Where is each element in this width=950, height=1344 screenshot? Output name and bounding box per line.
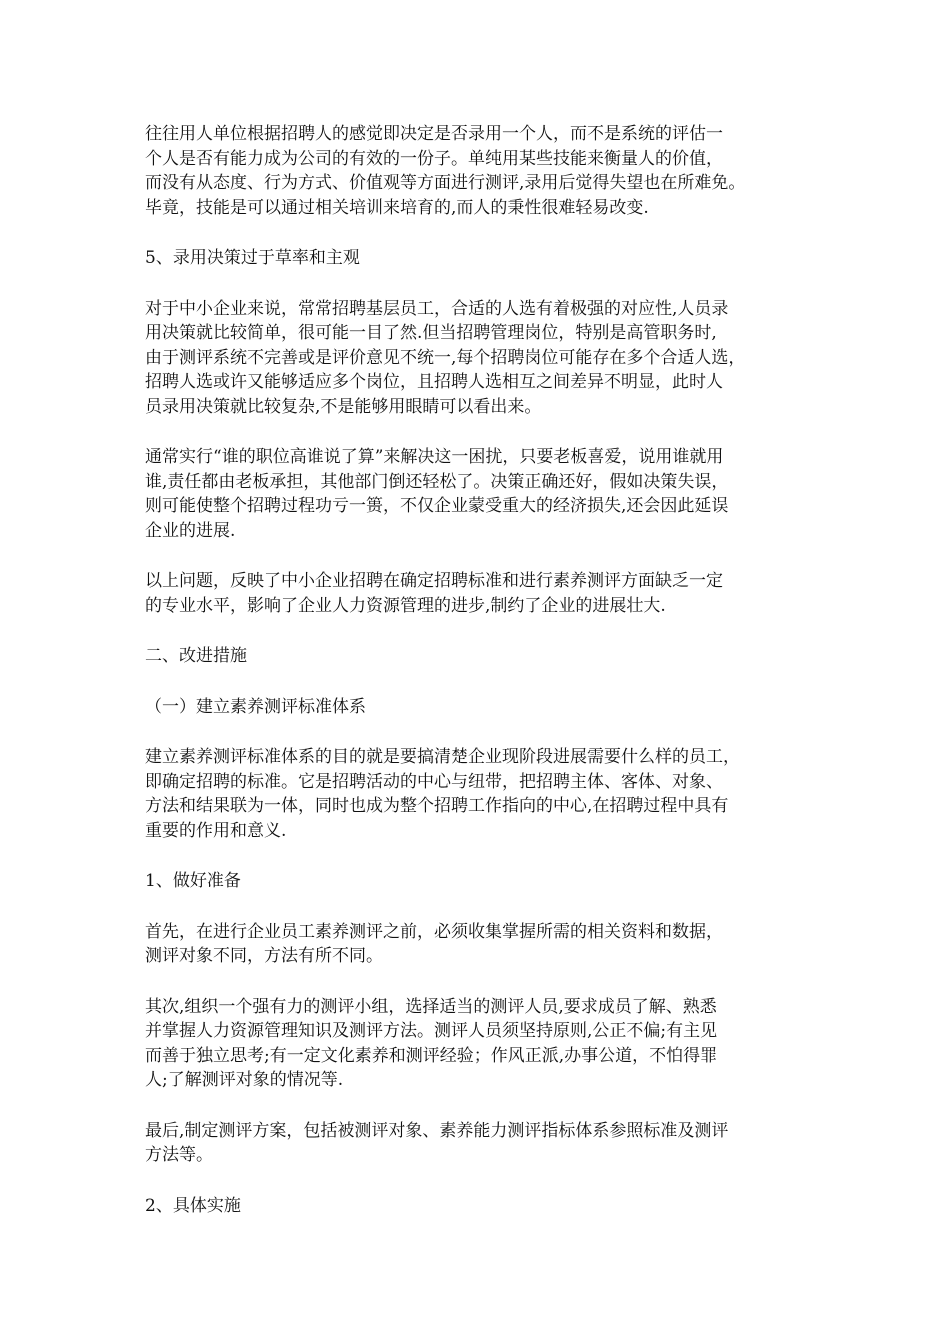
paragraph-line: 方法和结果联为一体，同时也成为整个招聘工作指向的中心,在招聘过程中具有 bbox=[145, 796, 729, 816]
paragraph-line: 首先，在进行企业员工素养测评之前，必须收集掌握所需的相关资料和数据， bbox=[145, 921, 723, 942]
section-heading: 二、改进措施 bbox=[145, 646, 247, 666]
paragraph bbox=[145, 745, 815, 843]
paragraph bbox=[145, 297, 815, 420]
paragraph-line: 其次,组织一个强有力的测评小组，选择适当的测评人员,要求成员了解、熟悉 bbox=[145, 996, 717, 1017]
section-heading: 2、具体实施 bbox=[145, 1195, 241, 1216]
section-heading: （一）建立素养测评标准体系 bbox=[145, 696, 366, 717]
document-body bbox=[145, 122, 815, 1244]
paragraph-line: 而没有从态度、行为方式、价值观等方面进行测评,录用后觉得失望也在所难免。 bbox=[145, 173, 746, 193]
paragraph bbox=[145, 920, 815, 969]
paragraph bbox=[145, 569, 815, 618]
paragraph-line: 对于中小企业来说，常常招聘基层员工，合适的人选有着极强的对应性,人员录 bbox=[145, 298, 729, 319]
paragraph-line: 往往用人单位根据招聘人的感觉即决定是否录用一个人，而不是系统的评估一 bbox=[145, 124, 723, 144]
section-heading: 5、录用决策过于草率和主观 bbox=[145, 248, 360, 268]
paragraph bbox=[145, 445, 815, 543]
paragraph-line: 招聘人选或许又能够适应多个岗位，且招聘人选相互之间差异不明显，此时人 bbox=[145, 372, 723, 392]
paragraph bbox=[145, 122, 815, 220]
paragraph-line: 毕竟，技能是可以通过相关培训来培育的,而人的秉性很难轻易改变. bbox=[145, 197, 649, 218]
paragraph-line: 由于测评系统不完善或是评价意见不统一,每个招聘岗位可能存在多个合适人选， bbox=[145, 347, 746, 368]
paragraph-line: 建立素养测评标准体系的目的就是要搞清楚企业现阶段进展需要什么样的员工， bbox=[145, 747, 740, 767]
paragraph-line: 而善于独立思考;有一定文化素养和测评经验；作风正派,办事公道，不怕得罪 bbox=[145, 1045, 718, 1066]
paragraph-line: 用决策就比较简单，很可能一目了然.但当招聘管理岗位，特别是高管职务时, bbox=[145, 323, 717, 343]
paragraph-line: 谁,责任都由老板承担，其他部门倒还轻松了。决策正确还好，假如决策失误， bbox=[145, 471, 729, 492]
paragraph-line: 并掌握人力资源管理知识及测评方法。测评人员须坚持原则,公正不偏;有主见 bbox=[145, 1021, 718, 1041]
paragraph-line: 重要的作用和意义. bbox=[145, 820, 287, 841]
paragraph-line: 通常实行“谁的职位高谁说了算”来解决这一困扰，只要老板喜爱，说用谁就用 bbox=[145, 447, 724, 467]
paragraph-line: 方法等。 bbox=[145, 1145, 213, 1165]
paragraph-line: 则可能使整个招聘过程功亏一篑，不仅企业蒙受重大的经济损失,还会因此延误 bbox=[145, 496, 729, 516]
paragraph-line: 员录用决策就比较复杂,不是能够用眼睛可以看出来。 bbox=[145, 396, 542, 417]
paragraph bbox=[145, 995, 815, 1093]
paragraph bbox=[145, 1119, 815, 1168]
paragraph-line: 企业的进展. bbox=[145, 520, 236, 541]
paragraph-line: 测评对象不同，方法有所不同。 bbox=[145, 946, 383, 966]
paragraph-line: 人;了解测评对象的情况等. bbox=[145, 1070, 344, 1090]
paragraph-line: 最后,制定测评方案，包括被测评对象、素养能力测评指标体系参照标准及测评 bbox=[145, 1120, 729, 1141]
paragraph-line: 即确定招聘的标准。它是招聘活动的中心与纽带，把招聘主体、客体、对象、 bbox=[145, 771, 723, 792]
paragraph-line: 以上问题，反映了中小企业招聘在确定招聘标准和进行素养测评方面缺乏一定 bbox=[145, 571, 723, 591]
paragraph-line: 的专业水平，影响了企业人力资源管理的进步,制约了企业的进展壮大. bbox=[145, 595, 666, 616]
paragraph-line: 个人是否有能力成为公司的有效的一份子。单纯用某些技能来衡量人的价值， bbox=[145, 148, 723, 169]
section-heading: 1、做好准备 bbox=[145, 871, 241, 891]
